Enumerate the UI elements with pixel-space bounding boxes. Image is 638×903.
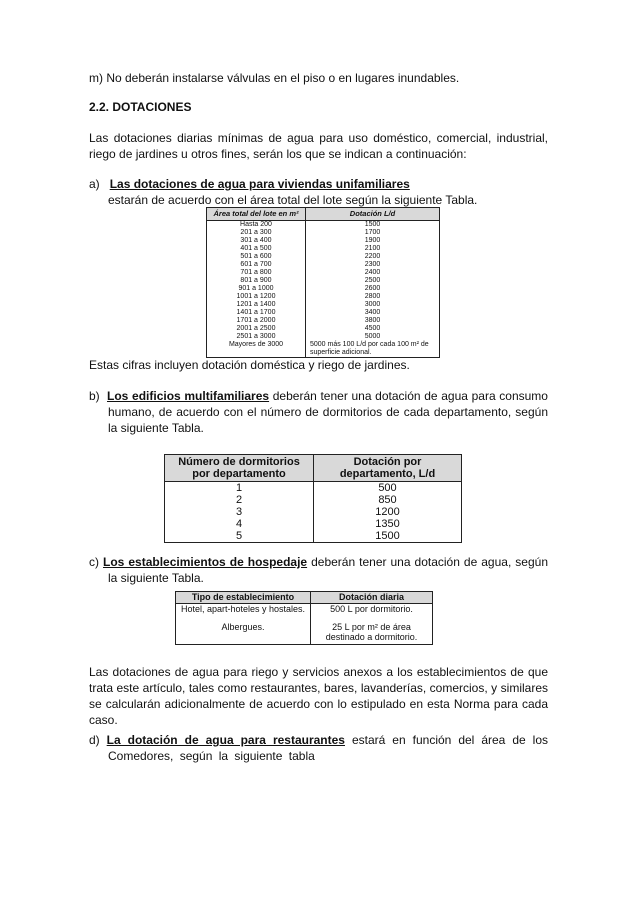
table-row (207, 261, 440, 269)
item-d-text: estará en función del área de los Comedores, según la siguiente tabla (108, 733, 548, 763)
table-hospedaje (175, 591, 433, 645)
table2-cell: 3 (165, 506, 314, 518)
table3-cell: Albergues. (176, 614, 311, 645)
item-b-text: deberán tener una dotación de agua para consumo humano, de acuerdo con el número de dormitorios de cada departamento, según la siguiente Tabla. (108, 389, 548, 435)
table2-cell: 1500 (314, 530, 462, 543)
item-d-bold: La dotación de agua para restaurantes (106, 733, 345, 747)
table2-cell: 2 (165, 494, 314, 506)
table1-cell: 5000 (306, 333, 440, 341)
item-b (89, 388, 548, 436)
table1-cell: 201 a 300 (207, 229, 306, 237)
table-row (207, 309, 440, 317)
item-d-marker: d) (89, 733, 100, 747)
item-a-marker: a) (89, 177, 100, 191)
table2-body (165, 482, 462, 543)
table1-cell: 301 a 400 (207, 237, 306, 245)
table2-header-dotacion: Dotación por departamento, L/d (314, 455, 462, 482)
table1-cell: 2500 (306, 277, 440, 285)
item-c-text: deberán tener una dotación de agua, según la siguiente Tabla. (108, 555, 548, 585)
table1-cell: 701 a 800 (207, 269, 306, 277)
item-d (89, 732, 548, 764)
item-a (89, 176, 548, 208)
table1-cell: 3000 (306, 301, 440, 309)
item-c (89, 554, 548, 586)
table1-cell: 501 a 600 (207, 253, 306, 261)
table-row (207, 277, 440, 285)
table-row (165, 518, 462, 530)
table2-cell: 500 (314, 482, 462, 495)
table2-cell: 5 (165, 530, 314, 543)
table3-cell: 500 L por dormitorio. (311, 604, 433, 615)
table1-cell: 801 a 900 (207, 277, 306, 285)
table-row (165, 530, 462, 543)
section-heading: 2.2. DOTACIONES (89, 100, 192, 114)
table1-cell: Mayores de 3000 (207, 341, 306, 358)
table2-header-dormitorios: Número de dormitorios por departamento (165, 455, 314, 482)
table1-header-dotacion: Dotación L/d (306, 208, 440, 221)
table1-cell: 1900 (306, 237, 440, 245)
table-lot-area (206, 207, 440, 358)
table-row (176, 614, 433, 645)
table1-cell: 601 a 700 (207, 261, 306, 269)
table-row (207, 221, 440, 230)
table1-cell: 4500 (306, 325, 440, 333)
table1-cell: 3400 (306, 309, 440, 317)
table-row (165, 482, 462, 495)
table1-cell: 1201 a 1400 (207, 301, 306, 309)
table1-cell: 2501 a 3000 (207, 333, 306, 341)
table1-cell: 2300 (306, 261, 440, 269)
table-row (207, 301, 440, 309)
table3-header-tipo: Tipo de establecimiento (176, 592, 311, 604)
table-row (207, 341, 440, 358)
table-row (207, 285, 440, 293)
table3-cell: 25 L por m² de área destinado a dormitorio. (311, 614, 433, 645)
table1-cell: 1001 a 1200 (207, 293, 306, 301)
table-row (165, 494, 462, 506)
table-row (207, 253, 440, 261)
table-row (207, 229, 440, 237)
table2-cell: 4 (165, 518, 314, 530)
table-row (207, 293, 440, 301)
table3-cell: Hotel, apart-hoteles y hostales. (176, 604, 311, 615)
table-row (207, 269, 440, 277)
table1-cell: 401 a 500 (207, 245, 306, 253)
table1-header-area: Área total del lote en m² (207, 208, 306, 221)
table1-cell: 5000 más 100 L/d por cada 100 m² de superficie adicional. (306, 341, 440, 358)
table1-cell: 1700 (306, 229, 440, 237)
table2-cell: 1350 (314, 518, 462, 530)
table-row (207, 333, 440, 341)
item-c-bold: Los establecimientos de hospedaje (103, 555, 308, 569)
table-row (207, 325, 440, 333)
table-row (207, 237, 440, 245)
after-table1: Estas cifras incluyen dotación doméstica y riego de jardines. (89, 358, 410, 372)
table2-cell: 1 (165, 482, 314, 495)
item-m: m) No deberán instalarse válvulas en el piso o en lugares inundables. (89, 71, 460, 85)
item-b-bold: Los edificios multifamiliares (107, 389, 270, 403)
table1-cell: 2001 a 2500 (207, 325, 306, 333)
table1-cell: 1500 (306, 221, 440, 230)
table1-cell: 901 a 1000 (207, 285, 306, 293)
table1-cell: 2200 (306, 253, 440, 261)
table1-cell: Hasta 200 (207, 221, 306, 230)
table-row (207, 245, 440, 253)
table1-body (207, 221, 440, 358)
table1-cell: 1401 a 1700 (207, 309, 306, 317)
table-row (207, 317, 440, 325)
table1-cell: 1701 a 2000 (207, 317, 306, 325)
item-a-bold: Las dotaciones de agua para viviendas unifamiliares (109, 177, 410, 191)
table1-cell: 2800 (306, 293, 440, 301)
table-dormitorios (164, 454, 462, 543)
riego-paragraph: Las dotaciones de agua para riego y servicios anexos a los establecimientos de que trata este artículo, tales como restaurantes, bares, lavanderías, comercios, y similares se calcularán adicionalmente de acuerdo con lo estipulado en esta Norma para cada caso. (89, 665, 548, 727)
item-b-marker: b) (89, 389, 100, 403)
table2-cell: 1200 (314, 506, 462, 518)
table3-header-dotacion: Dotación diaria (311, 592, 433, 604)
table-row (165, 506, 462, 518)
table1-cell: 2600 (306, 285, 440, 293)
table1-cell: 2100 (306, 245, 440, 253)
intro-paragraph: Las dotaciones diarias mínimas de agua para uso doméstico, comercial, industrial, riego de jardines u otros fines, serán los que se indican a continuación: (89, 131, 548, 161)
item-a-text: estarán de acuerdo con el área total del lote según la siguiente Tabla. (108, 193, 478, 207)
table1-cell: 2400 (306, 269, 440, 277)
table2-cell: 850 (314, 494, 462, 506)
table-row (176, 604, 433, 615)
table1-cell: 3800 (306, 317, 440, 325)
item-c-marker: c) (89, 555, 99, 569)
